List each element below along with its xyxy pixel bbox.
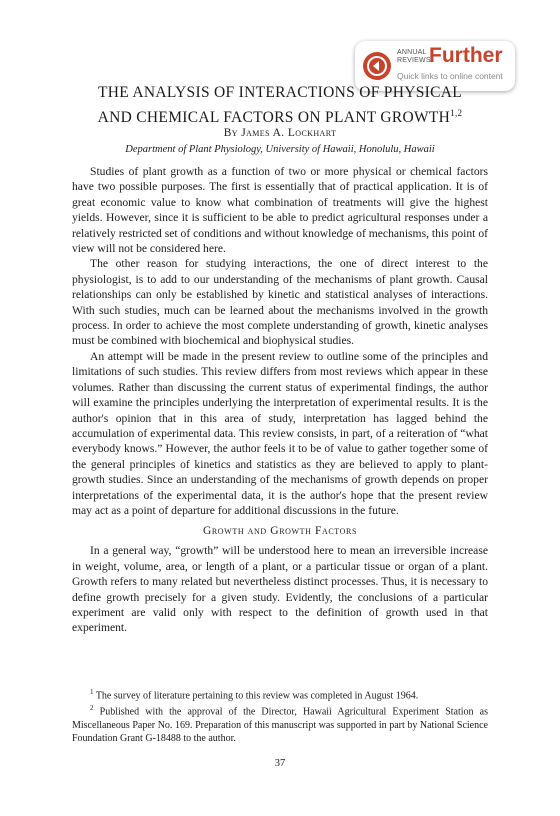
footnote-2 — [72, 702, 488, 744]
page-number: 37 — [274, 758, 286, 769]
author-byline: By James A. Lockhart — [223, 127, 337, 139]
footnote-1-text: The survey of literature pertaining to this review was completed in August 1964. — [95, 690, 419, 702]
badge-subtitle: Quick links to online content — [397, 71, 503, 81]
badge-further-text: Further — [429, 44, 503, 67]
article-body — [72, 164, 488, 636]
title-footnote-marks: 1,2 — [450, 108, 463, 118]
author-affiliation: Department of Plant Physiology, University of Hawaii, Honolulu, Hawaii — [125, 144, 435, 155]
badge-reviews-text: REVIEWS — [397, 57, 431, 64]
footnote-1-mark: 1 — [90, 688, 94, 696]
paragraph-2: The other reason for studying interactions, the one of direct interest to the physiologist, is to add to our understanding of the mechanisms of plant growth. Causal relationships can only be established by kinetic and statistical analyses of interactions. With such studies, much can be learned about the mechanisms involved in the growth process. In order to achieve the most complete understanding of growth, kinetic analyses must be combined with biochemical and biophysical studies. — [72, 257, 488, 348]
badge-annual-text: ANNUAL — [397, 49, 427, 56]
footnote-2-mark: 2 — [90, 704, 94, 713]
paragraph-3: An attempt will be made in the present review to outline some of the principles and limitations of such studies. This review differs from most reviews which appear in these volumes. Rather than discussing the current status of experimental findings, the author will examine the principles underlying the interpretation of experimental results. It is the author's opinion that in this area of study, interpretation has lagged behind the accumulation of experimental data. This review consists, in part, of a reiteration of “what everybody knows.” However, the author feels it to be of value to gather together some of the general principles of kinetics and statistics as they are believed to apply to plant-growth studies. Since an understanding of the mechanisms of growth depends on proper interpretations of the experimental data, it is the author's hope that the present review may act as a point of departure for additional discussions in the future. — [72, 349, 488, 517]
paragraph-1: Studies of plant growth as a function of two or more physical or chemical factors have two possible purposes. The first is essentially that of practical application. It is of great economic value to know what combination of treatments will give the highest yields. However, since it is sufficient to be able to predict agricultural responses under a relatively restricted set of conditions and without knowledge of mechanisms, this point of view will not be considered here. — [72, 165, 488, 256]
footnote-1 — [72, 686, 488, 702]
further-arrow-icon — [363, 52, 391, 80]
section-paragraph: In a general way, “growth” will be understood here to mean an irreversible increase in weight, volume, area, or length of a plant, or a particular tissue or organ of a plant. Growth refers to many related but nevertheless distinct processes. Thus, it is necessary to define growth precisely for a given study. Evidently, the conclusions of a particular experiment are valid only with respect to the definition of growth used in that experiment. — [72, 544, 488, 635]
title-line-1: THE ANALYSIS OF INTERACTIONS OF PHYSICAL — [98, 84, 462, 101]
footnote-2-text: Published with the approval of the Director, Hawaii Agricultural Experiment Station as Miscellaneous Paper No. 169. Preparation of this manuscript was supported in part by National Science Foundation Grant G-18488 to the author. — [72, 706, 489, 744]
article-title — [30, 83, 530, 128]
footnotes — [72, 686, 488, 745]
title-line-2-text: AND CHEMICAL FACTORS ON PLANT GROWTH — [97, 109, 451, 127]
title-line-2 — [30, 103, 530, 128]
section-heading: Growth and Growth Factors — [202, 525, 358, 538]
